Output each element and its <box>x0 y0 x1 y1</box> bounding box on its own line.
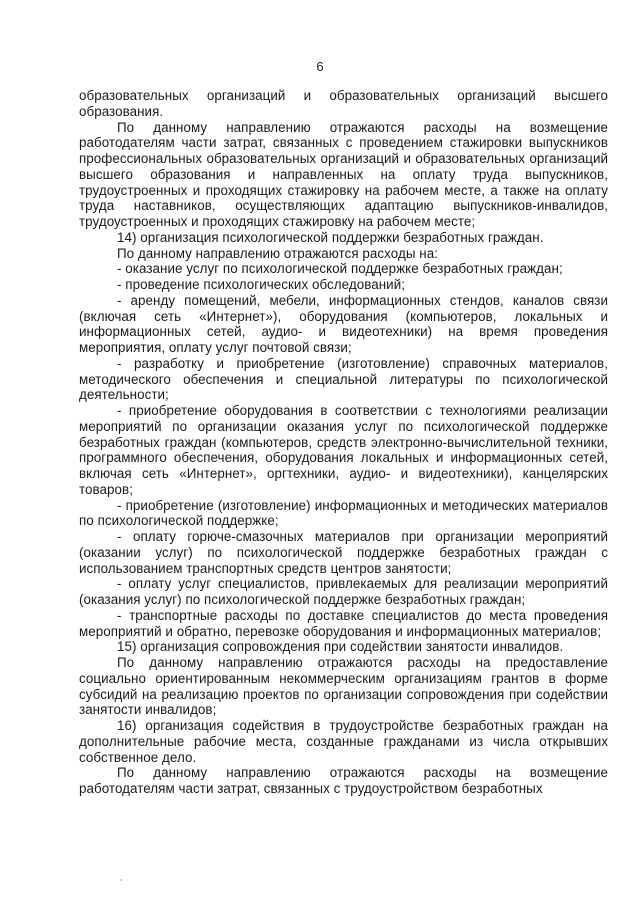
paragraph: По данному направлению отражаются расходы на предоставление социально ориентированным некоммерческим организациям грантов в форме субсидий на реализацию проектов по организации сопровождения при содействии занятости инвалидов; <box>79 655 608 718</box>
list-item: - аренду помещений, мебели, информационных стендов, каналов связи (включая сеть «Интернет»), оборудования (компьютеров, локальных и информационных сетей, аудио- и видеотехники) на время проведения мероприятия, оплату услуг почтовой связи; <box>79 292 608 355</box>
list-item: - приобретение (изготовление) информационных и методических материалов по психологической поддержке; <box>79 497 608 529</box>
page-number: 6 <box>316 59 324 74</box>
paragraph: По данному направлению отражаются расходы на: <box>117 245 438 261</box>
paragraph: 15) организация сопровождения при содействии занятости инвалидов. <box>117 639 564 655</box>
list-item: - разработку и приобретение (изготовление) справочных материалов, методического обеспечения и специальной литературы по психологической деятельности; <box>79 355 608 403</box>
paragraph: По данному направлению отражаются расходы на возмещение работодателям части затрат, связанных с проведением стажировки выпускников профессиональных образовательных организаций и образовательных организаций высшего образования и направленных на оплату труда выпускников, трудоустроенных и проходящих стажировку на рабочем месте, а также на оплату труда наставников, осуществляющих адаптацию выпускников-инвалидов, трудоустроенных и проходящих стажировку на рабочем месте; <box>79 119 608 229</box>
list-item: - приобретение оборудования в соответствии с технологиями реализации мероприятий по организации оказания услуг по психологической поддержке безработных граждан (компьютеров, средств электронно-вычислительной техники, программного обеспечения, оборудования локальных и информационных сетей, включая сеть «Интернет», оргтехники, аудио- и видеотехники), канцелярских товаров; <box>79 403 608 497</box>
list-item: - оказание услуг по психологической поддержке безработных граждан; <box>117 261 563 277</box>
list-item: - оплату услуг специалистов, привлекаемых для реализации мероприятий (оказания услуг) по психологической поддержке безработных граждан; <box>79 576 608 607</box>
paragraph: образовательных организаций и образовательных организаций высшего образования. <box>79 88 608 119</box>
list-item: - оплату горюче-смазочных материалов при организации мероприятий (оказании услуг) по психологической поддержке безработных граждан с использованием транспортных средств центров занятости; <box>79 529 608 576</box>
paragraph: 16) организация содействия в трудоустройстве безработных граждан на дополнительные рабочие места, созданные гражданами из числа открывших собственное дело. <box>79 718 608 765</box>
document-body <box>79 88 608 797</box>
scan-speck <box>120 879 122 881</box>
paragraph: 14) организация психологической поддержки безработных граждан. <box>117 229 544 245</box>
paragraph: По данному направлению отражаются расходы на возмещение работодателям части затрат, связанных с трудоустройством безработных <box>79 765 608 796</box>
list-item: - проведение психологических обследований; <box>117 277 405 292</box>
list-item: - транспортные расходы по доставке специалистов до места проведения мероприятий и обратно, перевозке оборудования и информационных материалов; <box>79 607 608 639</box>
